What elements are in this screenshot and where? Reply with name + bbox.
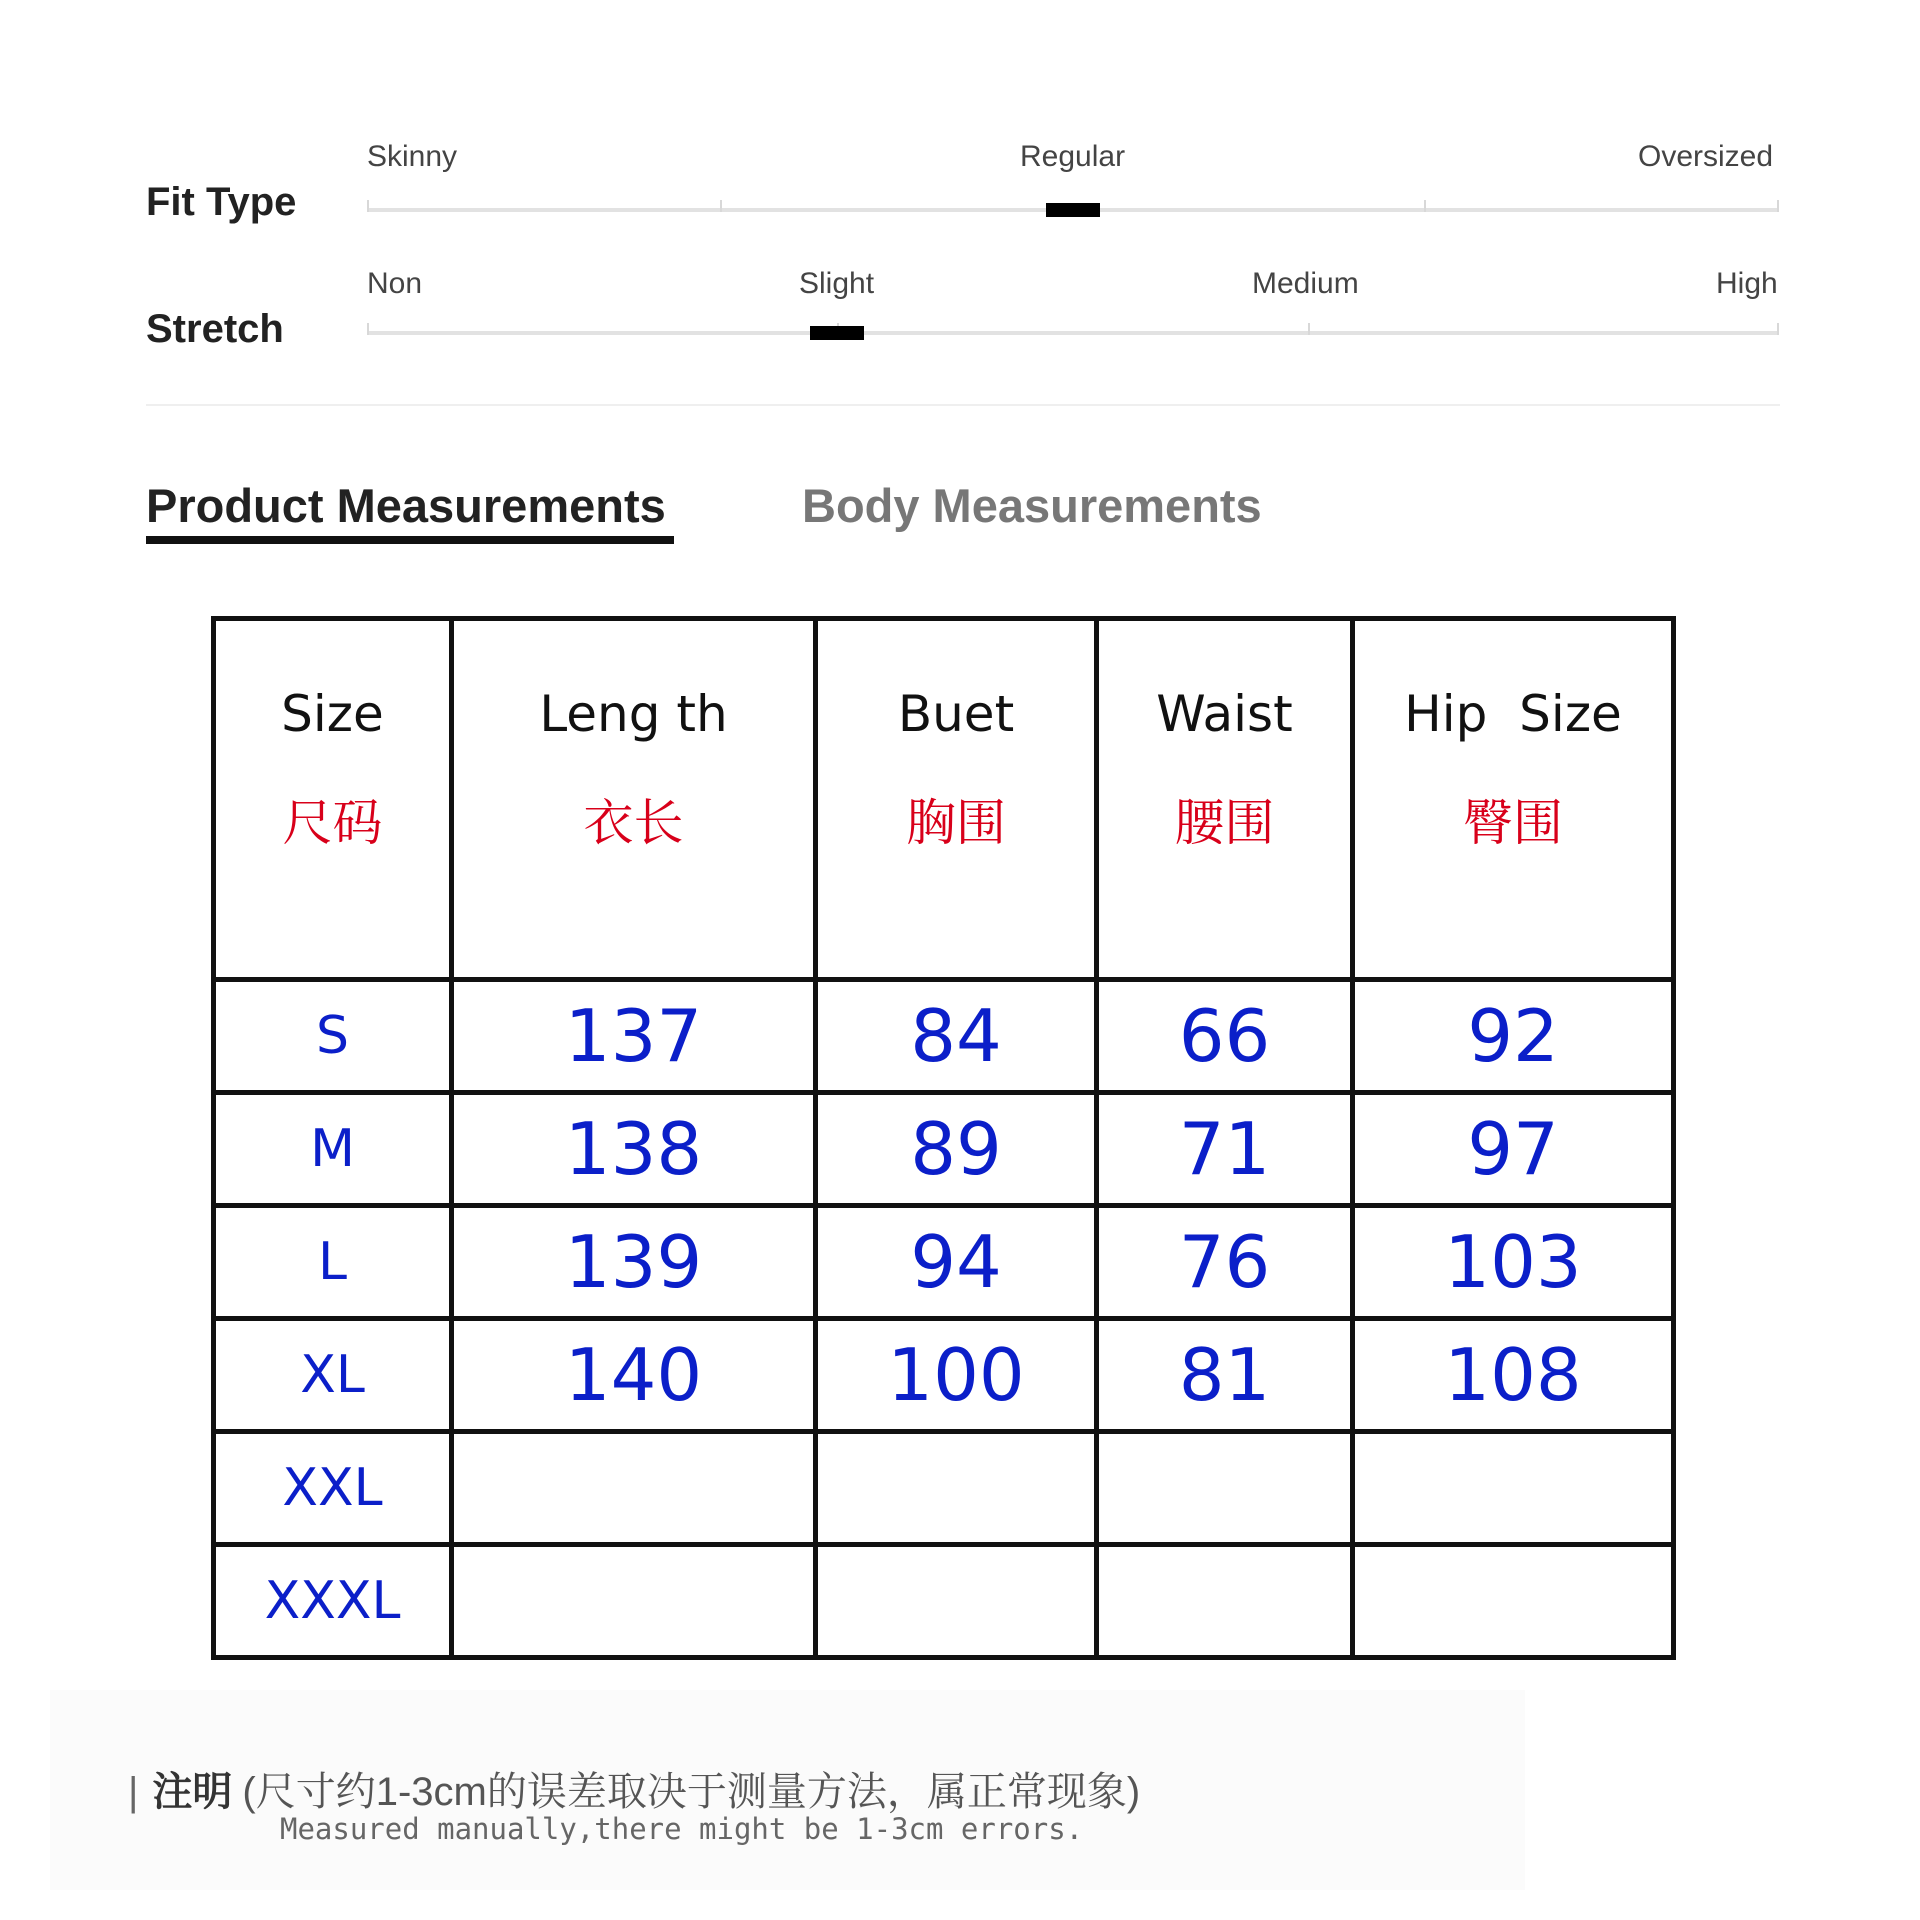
- table-row: [214, 1206, 1674, 1319]
- stretch-option-non: Non: [367, 267, 423, 300]
- hip-cell: 97: [1353, 1093, 1674, 1206]
- bust-cell: [816, 1545, 1097, 1658]
- table-row: [214, 980, 1674, 1093]
- hip-cell: 103: [1353, 1206, 1674, 1319]
- table-row: [214, 1432, 1674, 1545]
- bust-cell: [816, 1432, 1097, 1545]
- header-size: [214, 619, 452, 980]
- table-row: [214, 1319, 1674, 1432]
- length-cell: 140: [452, 1319, 816, 1432]
- size-chart-table: [211, 616, 1676, 1660]
- header-label-en: Size: [281, 685, 384, 743]
- note-en-text: Measured manually,there might be 1-3cm errors.: [280, 1812, 1084, 1846]
- bust-cell: 84: [816, 980, 1097, 1093]
- header-waist: [1097, 619, 1353, 980]
- tab-body-measurements[interactable]: Body Measurements: [802, 479, 1262, 532]
- table-row: [214, 1093, 1674, 1206]
- length-cell: 137: [452, 980, 816, 1093]
- active-tab-underline: [146, 536, 674, 544]
- bust-cell: 100: [816, 1319, 1097, 1432]
- hip-cell: [1353, 1432, 1674, 1545]
- fit-type-option-regular: Regular: [1020, 140, 1126, 173]
- header-label-cn: 尺码: [282, 794, 383, 852]
- header-label-cn: 腰围: [1174, 794, 1275, 852]
- header-label-cn: 臀围: [1463, 794, 1563, 852]
- stretch-option-high: High: [1716, 267, 1778, 300]
- waist-cell: [1097, 1545, 1353, 1658]
- stretch-track: [367, 331, 1779, 335]
- header-length: [452, 619, 816, 980]
- header-label-cn: 衣长: [583, 794, 684, 852]
- size-cell: S: [214, 980, 452, 1093]
- waist-cell: 81: [1097, 1319, 1353, 1432]
- header-label-cn: 胸围: [906, 794, 1006, 852]
- header-label-en: Buet: [897, 685, 1015, 743]
- length-cell: 138: [452, 1093, 816, 1206]
- note-heading: [128, 1760, 1140, 1817]
- fit-type-option-skinny: Skinny: [367, 140, 458, 173]
- hip-cell: [1353, 1545, 1674, 1658]
- size-cell: XL: [214, 1319, 452, 1432]
- fit-type-marker: [1046, 203, 1100, 217]
- fit-type-label: Fit Type: [146, 180, 297, 224]
- header-bust: [816, 619, 1097, 980]
- bust-cell: 89: [816, 1093, 1097, 1206]
- fit-type-track: [367, 208, 1779, 212]
- stretch-marker: [810, 326, 864, 340]
- length-cell: 139: [452, 1206, 816, 1319]
- length-cell: [452, 1432, 816, 1545]
- header-label-en: Leng th: [539, 685, 728, 743]
- stretch-option-medium: Medium: [1252, 267, 1359, 300]
- waist-cell: 76: [1097, 1206, 1353, 1319]
- header-label-en: Waist: [1156, 685, 1293, 743]
- bust-cell: 94: [816, 1206, 1097, 1319]
- header-label-en: Hip Size: [1404, 685, 1622, 743]
- header-hip: [1353, 619, 1674, 980]
- note-cn-text: (尺寸约1-3cm的误差取决于测量方法，属正常现象): [242, 1770, 1141, 1814]
- length-cell: [452, 1545, 816, 1658]
- size-cell: XXL: [214, 1432, 452, 1545]
- note-title: 注明: [152, 1770, 233, 1814]
- size-cell: XXXL: [214, 1545, 452, 1658]
- table-row: [214, 1545, 1674, 1658]
- fit-type-option-oversized: Oversized: [1638, 140, 1774, 173]
- hip-cell: 92: [1353, 980, 1674, 1093]
- size-cell: L: [214, 1206, 452, 1319]
- stretch-scale: [0, 267, 1920, 377]
- waist-cell: [1097, 1432, 1353, 1545]
- section-divider: [146, 404, 1780, 406]
- note-bar: |: [128, 1770, 139, 1814]
- stretch-label: Stretch: [146, 307, 284, 351]
- waist-cell: 71: [1097, 1093, 1353, 1206]
- size-cell: M: [214, 1093, 452, 1206]
- waist-cell: 66: [1097, 980, 1353, 1093]
- table-header-row: [214, 619, 1674, 980]
- stretch-option-slight: Slight: [799, 267, 875, 300]
- fit-type-scale: [0, 140, 1920, 250]
- tab-product-measurements[interactable]: Product Measurements: [146, 479, 666, 532]
- hip-cell: 108: [1353, 1319, 1674, 1432]
